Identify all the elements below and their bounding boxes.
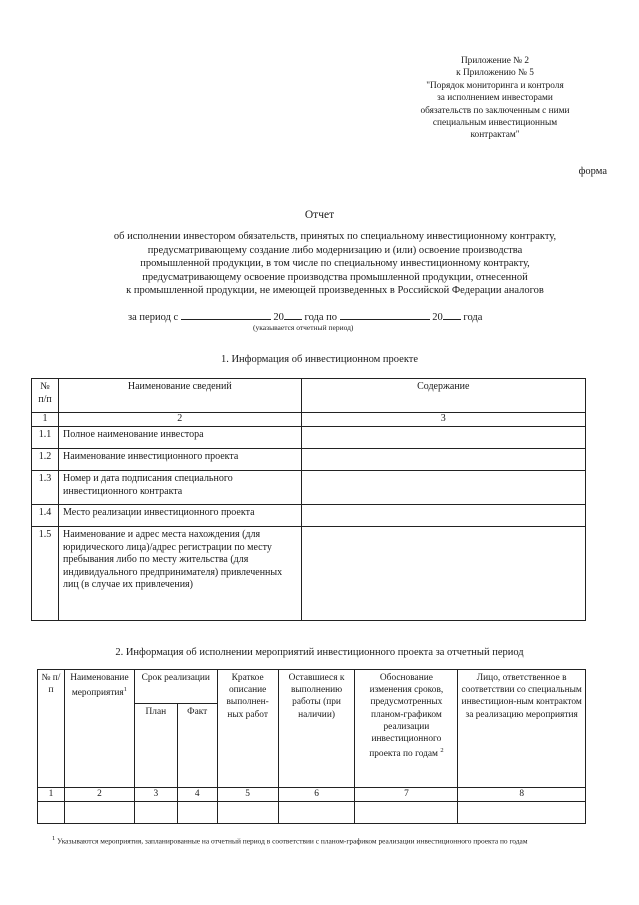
col-number: 1 (32, 413, 59, 427)
table-row (32, 505, 586, 527)
empty-cell[interactable] (177, 802, 217, 824)
col-number: 2 (64, 788, 134, 802)
table-row (32, 449, 586, 471)
footnote-ref: 2 (440, 747, 444, 755)
empty-cell[interactable] (278, 802, 355, 824)
section2-title: 2. Информация об исполнении мероприятий инвестиционного проекта за отчетный период (115, 647, 524, 658)
header-info-name: Наименование сведений (58, 379, 301, 413)
col-number: 3 (134, 788, 177, 802)
header-activity-name (64, 670, 134, 788)
empty-cell[interactable] (458, 802, 586, 824)
empty-cell[interactable] (64, 802, 134, 824)
period-end-blank[interactable] (340, 309, 430, 320)
document-subtitle (40, 230, 630, 298)
header-terms: Срок реализации (134, 670, 217, 704)
period-from-label: за период с (128, 312, 179, 323)
section1-title: 1. Информация об инвестиционном проекте (220, 354, 419, 365)
row-number: 1.5 (32, 527, 59, 621)
row-number: 1.3 (32, 471, 59, 505)
appendix-line: Приложение № 2 (460, 56, 530, 66)
empty-cell[interactable] (355, 802, 458, 824)
col-number: 7 (355, 788, 458, 802)
footnote-text: Указываются мероприятия, запланированные на отчетный период в соответствии с планом-графиком реализации инвестиционного проекта по годам (57, 836, 528, 846)
period-note: (указывается отчетный период) (253, 323, 354, 332)
reporting-period (128, 309, 482, 323)
row-value-cell[interactable] (301, 449, 585, 471)
col-number: 2 (58, 413, 301, 427)
period-start-blank[interactable] (181, 309, 271, 320)
appendix-line: специальным инвестиционным (432, 118, 558, 129)
col-number: 4 (177, 788, 217, 802)
row-label: Место реализации инвестиционного проекта (58, 505, 301, 527)
header-plan: План (134, 704, 177, 788)
table-header-row (38, 670, 586, 704)
table-numbering-row (32, 413, 586, 427)
col-number: 1 (38, 788, 65, 802)
appendix-line: контрактам" (470, 130, 520, 141)
period-year-end-label: года (463, 312, 483, 323)
row-label: Номер и дата подписания специального инвестиционного контракта (58, 471, 301, 505)
document-title: Отчет (304, 209, 335, 221)
footnote-mark: 1 (52, 835, 56, 842)
appendix-line: обязательств по заключенным с ними (420, 105, 570, 116)
table-row (32, 427, 586, 449)
header-content: Содержание (301, 379, 585, 413)
subtitle-line: предусматривающему освоение производства промышленной продукции, отнесенной (142, 271, 528, 283)
period-year-prefix: 20 (273, 312, 284, 323)
row-value-cell[interactable] (301, 527, 585, 621)
col-number: 3 (301, 413, 585, 427)
activities-table (37, 669, 586, 824)
appendix-header (380, 55, 610, 142)
table-header-row (32, 379, 586, 413)
header-fact: Факт (177, 704, 217, 788)
row-number: 1.2 (32, 449, 59, 471)
table-row (38, 802, 586, 824)
appendix-line: к Приложению № 5 (456, 68, 534, 79)
col-number: 5 (217, 788, 278, 802)
subtitle-line: предусматривающему создание либо модернизацию и (или) освоение производства (147, 244, 523, 256)
row-label: Наименование инвестиционного проекта (58, 449, 301, 471)
header-brief: Краткое описание выполнен-ных работ (217, 670, 278, 788)
subtitle-line: промышленной продукции, в том числе по специальному инвестиционному контракту, (140, 258, 530, 269)
table-row (32, 471, 586, 505)
header-responsible: Лицо, ответственное в соответствии со специальным инвестицион-ным контрактом за реализацию мероприятия (458, 670, 586, 788)
header-justification-text: Обоснование изменения сроков, предусмотренных планом-графиком реализации инвестиционного проекта по годам (369, 673, 444, 760)
subtitle-line: об исполнении инвестором обязательств, принятых по специальному инвестиционному контракту, (113, 231, 557, 242)
empty-cell[interactable] (38, 802, 65, 824)
footnote (52, 834, 592, 847)
row-label: Полное наименование инвестора (58, 427, 301, 449)
appendix-line: "Порядок мониторинга и контроля (426, 80, 564, 91)
footnote-ref: 1 (123, 686, 127, 694)
row-number: 1.4 (32, 505, 59, 527)
col-number: 6 (278, 788, 355, 802)
row-number: 1.1 (32, 427, 59, 449)
period-start-year-blank[interactable] (284, 309, 302, 320)
header-number: № п/п (38, 670, 65, 788)
table-row (32, 527, 586, 621)
row-value-cell[interactable] (301, 471, 585, 505)
appendix-line: за исполнением инвесторами (437, 93, 553, 104)
subtitle-line: к промышленной продукции, не имеющей произведенных в Российской Федерации аналогов (126, 285, 544, 296)
row-value-cell[interactable] (301, 505, 585, 527)
header-number: № п/п (32, 379, 59, 413)
table-numbering-row (38, 788, 586, 802)
period-to-label: года по (304, 312, 338, 323)
header-justification (355, 670, 458, 788)
form-label: форма (578, 166, 607, 177)
empty-cell[interactable] (217, 802, 278, 824)
header-activity-name-text: Наименование мероприятия (70, 673, 129, 699)
empty-cell[interactable] (134, 802, 177, 824)
col-number: 8 (458, 788, 586, 802)
period-end-year-blank[interactable] (443, 309, 461, 320)
row-value-cell[interactable] (301, 427, 585, 449)
period-year-prefix: 20 (432, 312, 443, 323)
row-label: Наименование и адрес места нахождения (для юридического лица)/адрес регистрации по месту пребывания либо по месту жительства (для индивидуального предпринимателя) привлеченных лиц (в случае их привлечения) (58, 527, 301, 621)
header-remaining: Оставшиеся к выполнению работы (при наличии) (278, 670, 355, 788)
investment-project-table (31, 378, 586, 621)
